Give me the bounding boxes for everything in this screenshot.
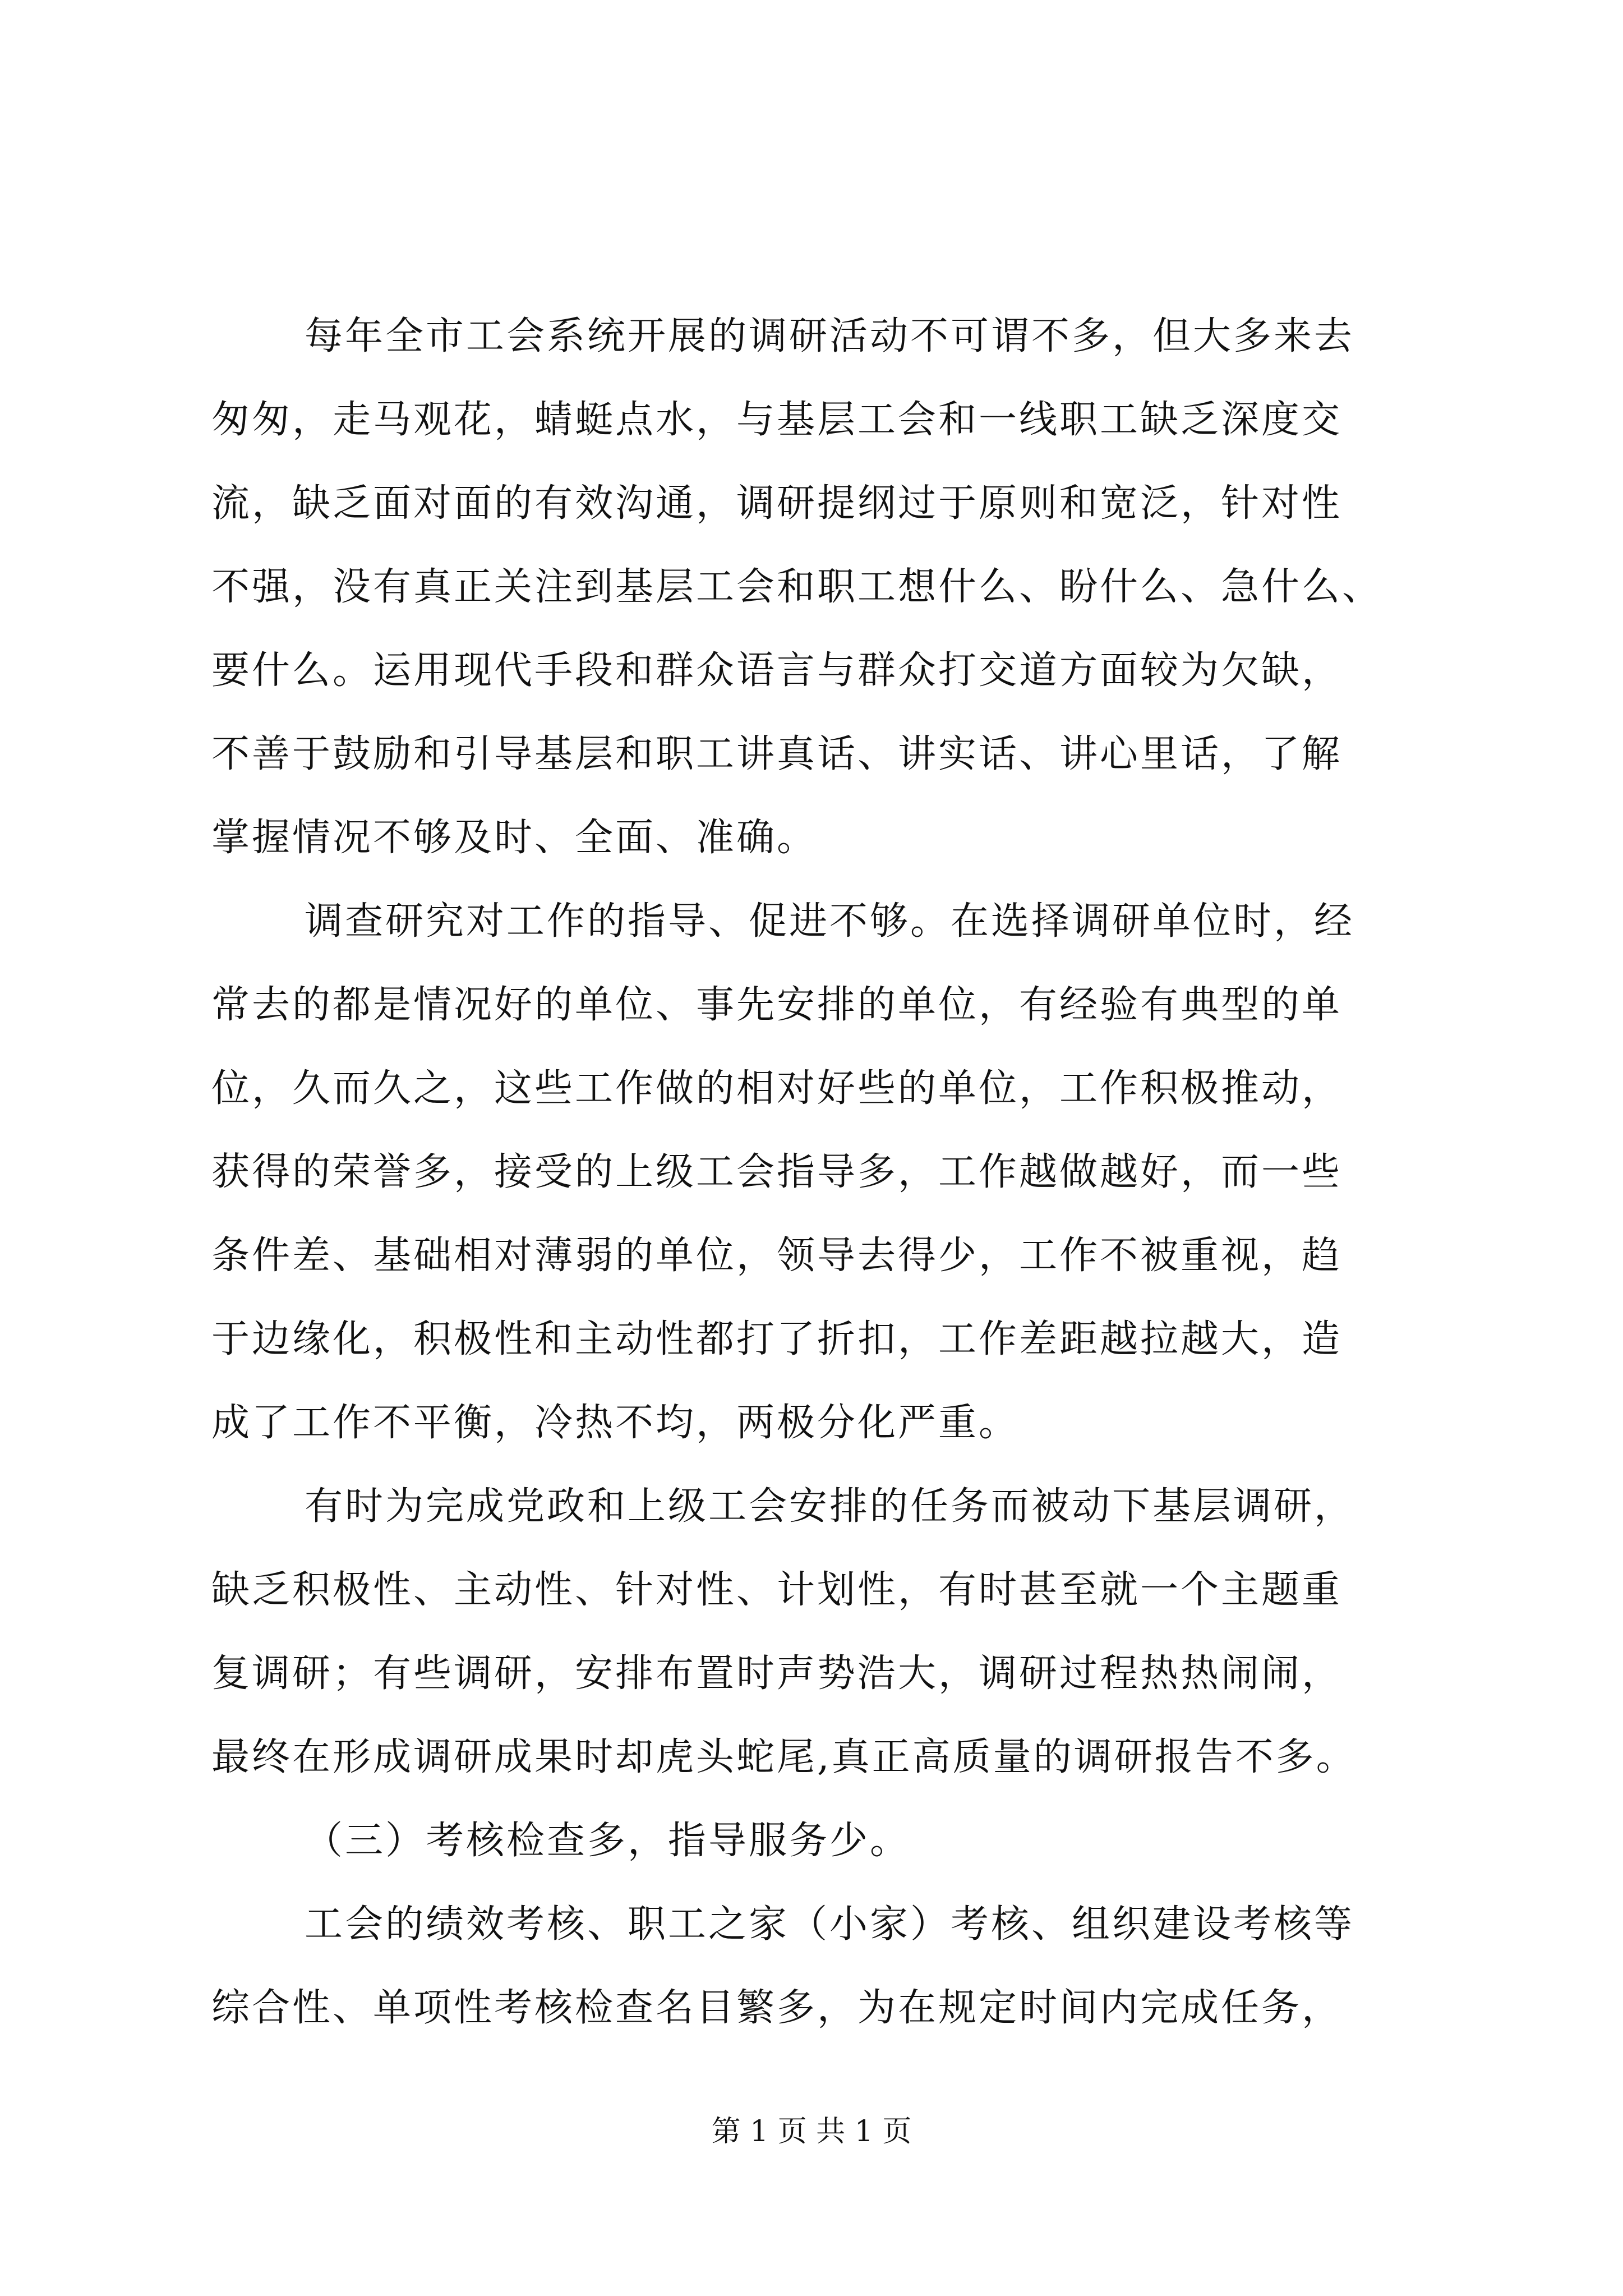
text-line: 综合性、单项性考核检查名目繁多，为在规定时间内完成任务， <box>211 1986 1343 2030</box>
text-line: 条件差、基础相对薄弱的单位，领导去得少，工作不被重视，趋 <box>211 1234 1343 1278</box>
text-line: 掌握情况不够及时、全面、准确。 <box>211 816 818 860</box>
text-line: 匆匆，走马观花，蜻蜓点水，与基层工会和一线职工缺乏深度交 <box>211 398 1343 442</box>
text-line: 成了工作不平衡，冷热不均，两极分化严重。 <box>211 1401 1020 1445</box>
text-line: 复调研；有些调研，安排布置时声势浩大，调研过程热热闹闹， <box>211 1651 1343 1696</box>
text-line: 获得的荣誉多，接受的上级工会指导多，工作越做越好，而一些 <box>211 1150 1343 1194</box>
text-line: 缺乏积极性、主动性、针对性、计划性，有时甚至就一个主题重 <box>211 1568 1343 1612</box>
text-line: 有时为完成党政和上级工会安排的任务而被动下基层调研， <box>305 1484 1355 1529</box>
text-line: 要什么。运用现代手段和群众语言与群众打交道方面较为欠缺， <box>211 648 1343 693</box>
text-line: 最终在形成调研成果时却虎头蛇尾,真正高质量的调研报告不多。 <box>211 1735 1357 1779</box>
text-line: 流，缺乏面对面的有效沟通，调研提纲过于原则和宽泛，针对性 <box>211 481 1343 526</box>
text-line: 工会的绩效考核、职工之家（小家）考核、组织建设考核等 <box>305 1902 1355 1947</box>
text-line: 调查研究对工作的指导、促进不够。在选择调研单位时，经 <box>305 899 1355 944</box>
text-line: 每年全市工会系统开展的调研活动不可谓不多，但大多来去 <box>305 314 1355 358</box>
page-number-footer: 第 1 页 共 1 页 <box>711 2115 912 2148</box>
section-heading: （三）考核检查多，指导服务少。 <box>305 1819 911 1863</box>
text-line: 于边缘化，积极性和主动性都打了折扣，工作差距越拉越大，造 <box>211 1317 1343 1361</box>
text-line: 位，久而久之，这些工作做的相对好些的单位，工作积极推动， <box>211 1066 1343 1111</box>
text-line: 常去的都是情况好的单位、事先安排的单位，有经验有典型的单 <box>211 983 1343 1027</box>
text-line: 不善于鼓励和引导基层和职工讲真话、讲实话、讲心里话，了解 <box>211 732 1343 776</box>
text-line: 不强，没有真正关注到基层工会和职工想什么、盼什么、急什么、 <box>211 565 1383 609</box>
